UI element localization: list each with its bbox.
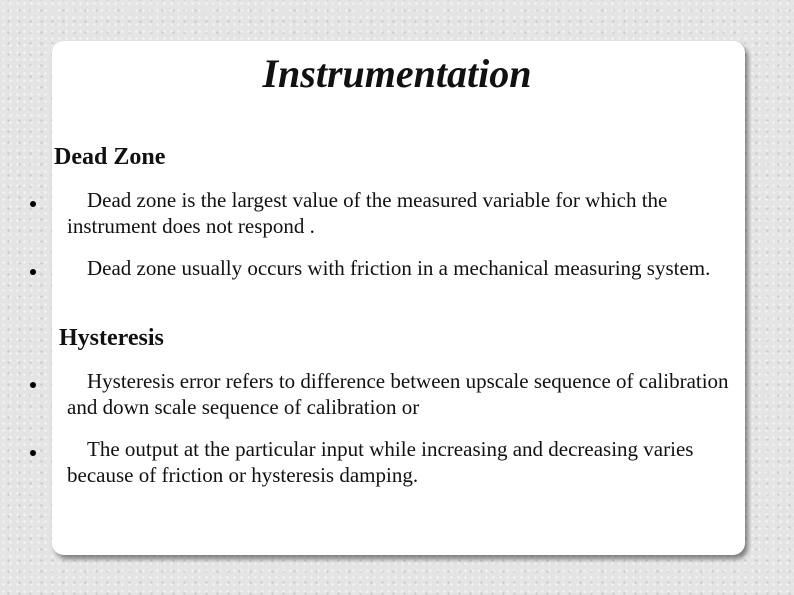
section-heading-hysteresis: Hysteresis xyxy=(59,325,164,351)
bullet-text: Dead zone is the largest value of the measured variable for which the instrument does not respond . xyxy=(67,188,668,238)
bullet-text: The output at the particular input while increasing and decreasing varies because of friction or hysteresis damping. xyxy=(67,437,694,487)
section-heading-dead-zone: Dead Zone xyxy=(54,144,166,170)
slide-title: Instrumentation xyxy=(262,51,532,96)
bullet-dot xyxy=(30,450,36,456)
bullet-dot xyxy=(30,201,36,207)
bullet-text: Hysteresis error refers to difference between upscale sequence of calibration and down scale sequence of calibration or xyxy=(67,369,729,419)
bullet-dot xyxy=(30,269,36,275)
bullet-text: Dead zone usually occurs with friction in a mechanical measuring system. xyxy=(87,256,711,280)
bullet-dot xyxy=(30,382,36,388)
